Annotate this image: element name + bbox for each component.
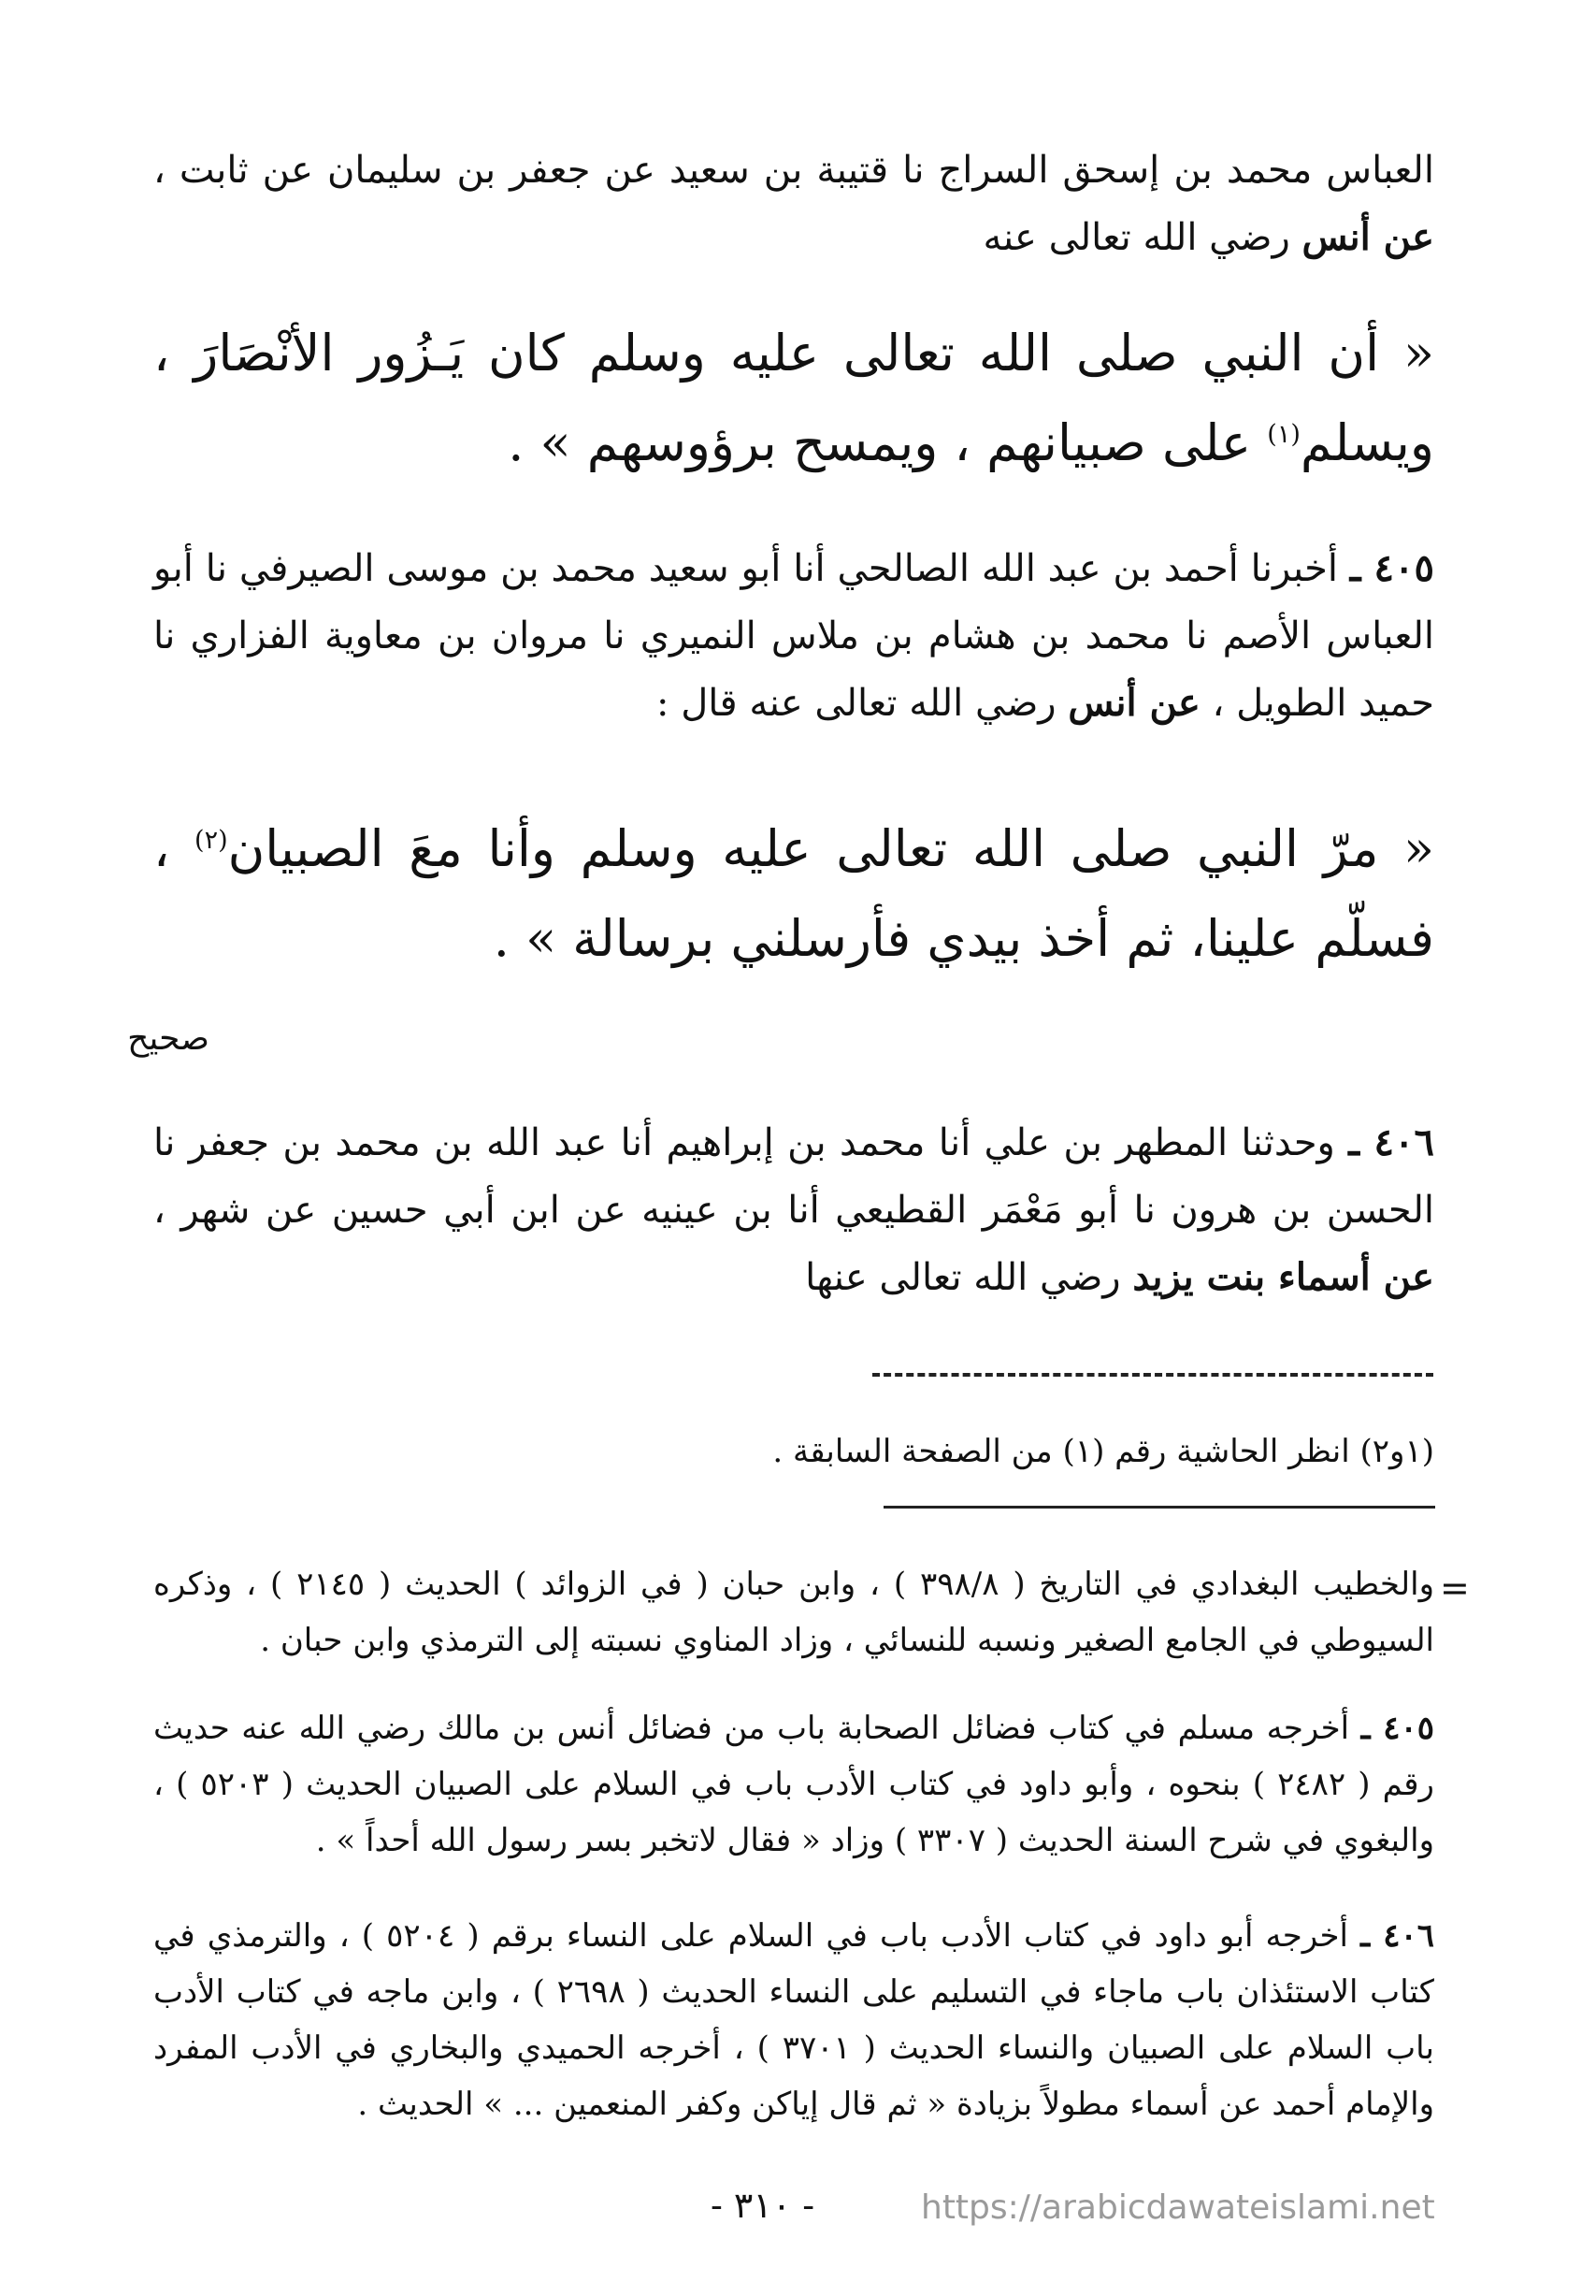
note-text: أخرجه مسلم في كتاب فضائل الصحابة باب من فضائل أنس بن مالك رضي الله عنه حديث رقم ( ٢٤٨٢ ) بنحوه ، وأبو داود في كتاب الأدب باب في السلام على الصبيان الحديث ( ٥٢٠٣ ) ، والبغوي في شرح السنة الحديث ( ٣٣٠٧ ) وزاد « فقال لاتخبر بسر رسول الله أحداً » . [153,1710,1434,1859]
narrator-name: عن أسماء بنت يزيد [1132,1255,1434,1299]
footnote-rule [884,1506,1435,1509]
isnad-text: العباس محمد بن إسحق السراج نا قتيبة بن سعيد عن جعفر بن سليمان عن ثابت ، [153,149,1434,192]
isnad-text: أخبرنا أحمد بن عبد الله الصالحي أنا أبو سعيد محمد بن موسى الصيرفي نا أبو العباس الأصم نا محمد بن هشام بن ملاس النميري نا مروان بن معاوية الفزاري نا حميد الطويل ، [153,547,1434,725]
continuation-mark: = [1440,1567,1470,1609]
dashed-separator [872,1373,1433,1377]
isnad-text: رضي الله تعالى عنه قال : [656,682,1069,725]
note-number: ٤٠٥ ـ [1360,1710,1434,1747]
isnad-text: وحدثنا المطهر بن علي أنا محمد بن إبراهيم أنا عبد الله بن محمد بن جعفر نا الحسن بن هرون نا أبو مَعْمَر القطيعي أنا بن عينيه عن ابن أبي حسين عن شهر ، [153,1121,1434,1232]
note-406 [153,1908,1434,2132]
note-number: ٤٠٦ ـ [1360,1917,1434,1955]
matn-403 [153,309,1434,488]
page-number: - ٣١٠ - [711,2185,815,2226]
isnad-403-end [153,137,1434,271]
matn-405 [153,804,1434,984]
footnote-ref: (٢) [194,826,228,855]
footnote-ref: (١) [1267,420,1301,449]
hadith-number: ٤٠٥ ـ [1349,546,1434,590]
matn-text: ، فسلّم علينا، ثم أخذ بيدي فأرسلني برسالة » . [153,819,1434,968]
isnad-text: رضي الله تعالى عنها [805,1256,1133,1299]
matn-text: « أن النبي صلى الله تعالى عليه وسلم كان يَـزُور الأنْصَارَ ، ويسلم [153,324,1434,472]
isnad-text: رضي الله تعالى عنه [983,216,1302,259]
hadith-405-isnad [153,535,1434,737]
hadith-406-isnad [153,1109,1434,1311]
matn-text: على صبيانهم ، ويمسح برؤوسهم » . [508,413,1268,472]
matn-text: « مرّ النبي صلى الله تعالى عليه وسلم وأنا معَ الصبيان [227,819,1434,878]
note-continued: والخطيب البغدادي في التاريخ ( ٣٩٨/٨ ) ، وابن حبان ( في الزوائد ) الحديث ( ٢١٤٥ ) ، وذكره السيوطي في الجامع الصغير ونسبه للنسائي ، وزاد المناوي نسبته إلى الترمذي وابن حبان . [153,1566,1435,1659]
watermark-url: https://arabicdawateislami.net [921,2188,1435,2227]
hadith-number: ٤٠٦ ـ [1348,1120,1434,1164]
narrator-name: عن أنس [1301,215,1434,259]
narrator-name: عن أنس [1068,681,1201,725]
note-text: أخرجه أبو داود في كتاب الأدب باب في السلام على النساء برقم ( ٥٢٠٤ ) ، والترمذي في كتاب الاستئذان باب ماجاء في التسليم على النساء الحديث ( ٢٦٩٨ ) ، وابن ماجه في كتاب الأدب باب السلام على الصبيان والنساء الحديث ( ٣٧٠١ ) ، أخرجه الحميدي والبخاري في الأدب المفرد والإمام أحمد عن أسماء مطولاً بزيادة « ثم قال إياكن وكفر المنعمين ... » الحديث . [153,1917,1434,2123]
footnote-1-2: (١و٢) انظر الحاشية رقم (١) من الصفحة السابقة . [772,1433,1434,1470]
hadith-grade: صحيح [127,1019,209,1058]
note-405 [153,1700,1434,1869]
